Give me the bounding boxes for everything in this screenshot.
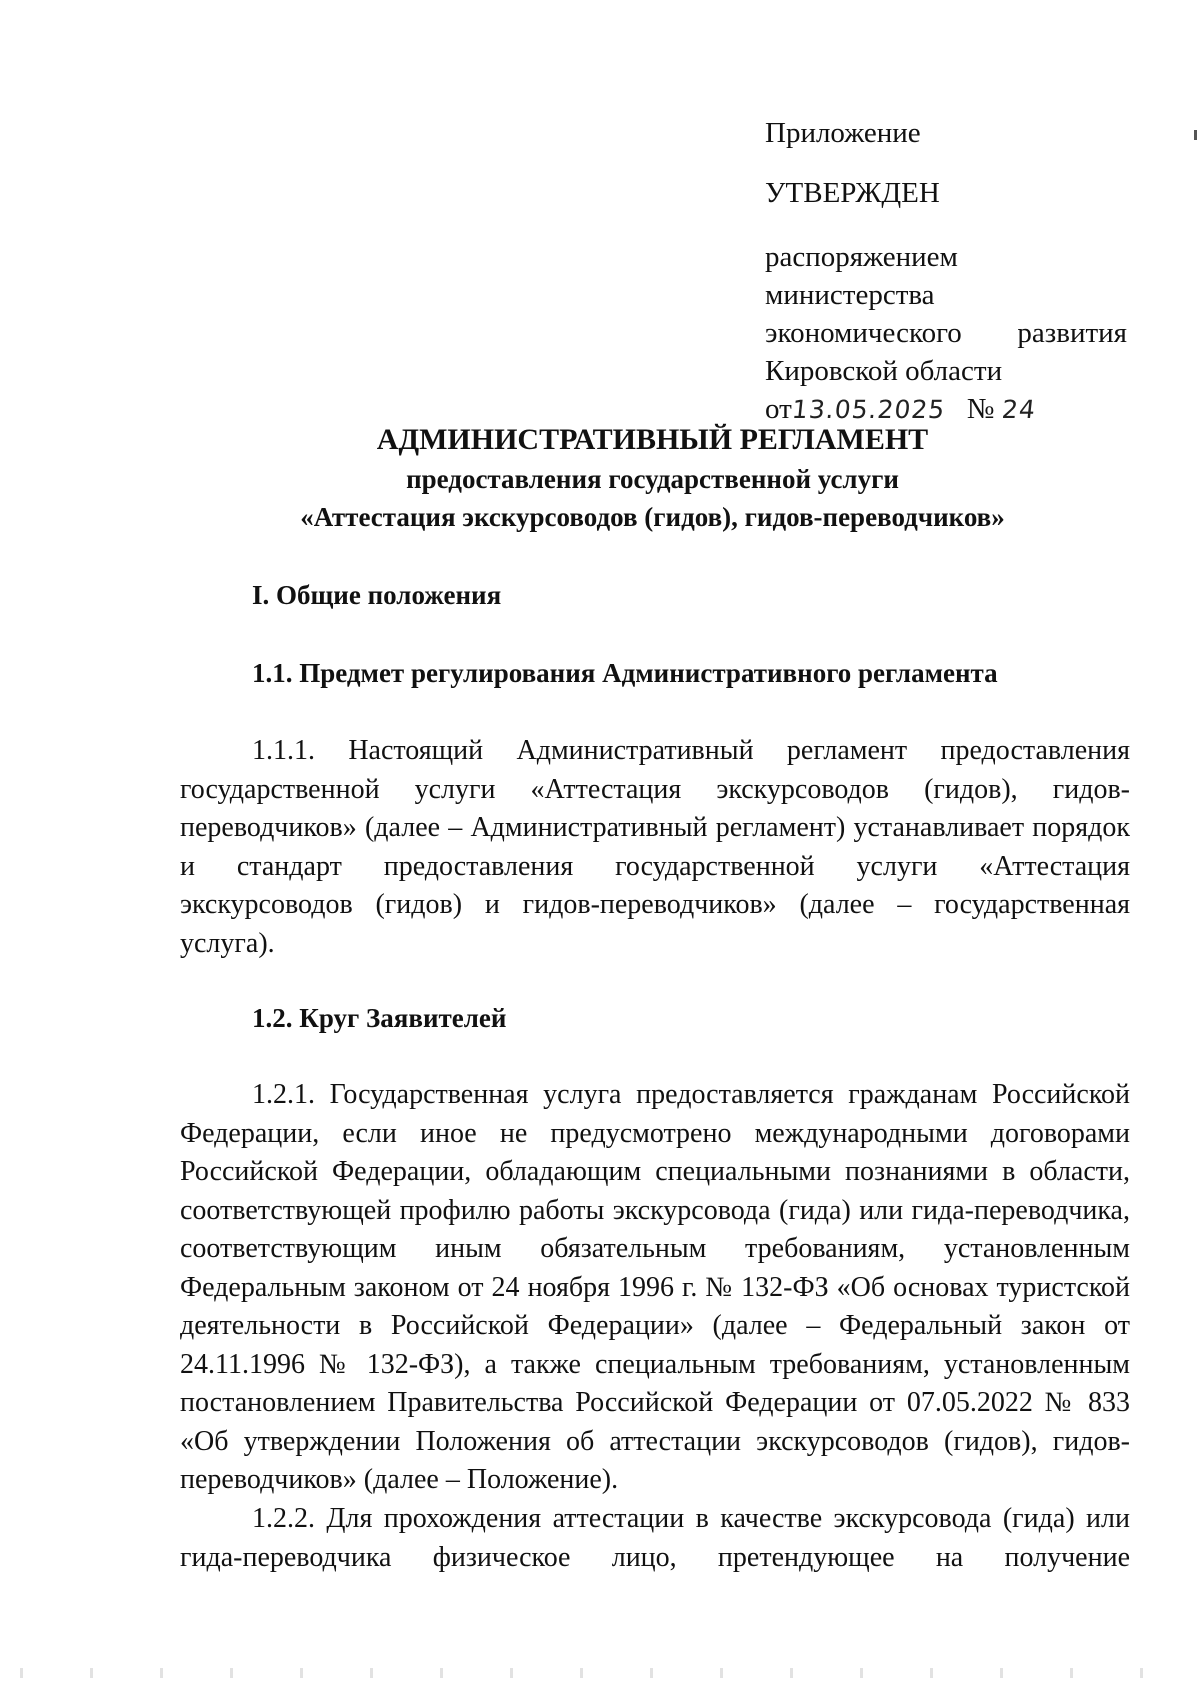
document-title — [180, 420, 1125, 536]
title-sub-2: «Аттестация экскурсоводов (гидов), гидов-переводчиков» — [300, 502, 1005, 532]
title-sub-1: предоставления государственной услуги — [406, 464, 899, 494]
title-main: АДМИНИСТРАТИВНЫЙ РЕГЛАМЕНТ — [376, 423, 929, 456]
paragraph-1-1-1: 1.1.1. Настоящий Административный регламент предоставления государственной услуги «Аттестация экскурсоводов (гидов), гидов-переводчиков» (далее – Административный регламент) устанавливает порядок и стандарт предоставления государственной услуги «Аттестация экскурсоводов (гидов) и гидов-переводчиков» (далее – государственная услуга). — [180, 735, 1130, 959]
section-heading-subject: 1.1. Предмет регулирования Административного регламента — [252, 658, 998, 688]
scan-edge-mark — [1194, 130, 1197, 140]
order-line-2-right: развития — [1017, 317, 1127, 349]
date-prefix: от — [765, 393, 792, 425]
section-heading-applicants: 1.2. Круг Заявителей — [252, 1003, 507, 1033]
approved-label: УТВЕРЖДЕН — [765, 177, 940, 209]
approval-stamp-block — [765, 114, 1127, 429]
paragraph-1-2-2: 1.2.2. Для прохождения аттестации в качестве экскурсовода (гида) или гида-переводчика физическое лицо, претендующее на получение — [180, 1503, 1130, 1573]
handwritten-date: 13.05.2025 — [790, 395, 947, 424]
number-prefix: № — [966, 393, 995, 425]
order-line-3: Кировской области — [765, 355, 1003, 387]
handwritten-number: 24 — [1000, 395, 1037, 424]
section-heading-general: I. Общие положения — [252, 580, 502, 610]
order-line-2 — [765, 314, 1127, 352]
paragraph-1-2-1: 1.2.1. Государственная услуга предоставляется гражданам Российской Федерации, если иное не предусмотрено международными договорами Российской Федерации, обладающим специальными познаниями в области, соответствующей профилю работы экскурсовода (гида) или гида-переводчика, соответствующим иным обязательным требованиям, установленным Федеральным законом от 24 ноября 1996 г. № 132-ФЗ «Об основах туристской деятельности в Российской Федерации» (далее – Федеральный закон от 24.11.1996 № 132-ФЗ), а также специальным требованиям, установленным постановлением Правительства Российской Федерации от 07.05.2022 № 833 «Об утверждении Положения об аттестации экскурсоводов (гидов), гидов-переводчиков» (далее – Положение). — [180, 1079, 1130, 1495]
order-line-2-left: экономического — [765, 317, 962, 349]
order-line-1: распоряжением министерства — [765, 241, 958, 311]
scan-bottom-marks — [20, 1668, 1180, 1678]
appendix-label: Приложение — [765, 117, 921, 149]
